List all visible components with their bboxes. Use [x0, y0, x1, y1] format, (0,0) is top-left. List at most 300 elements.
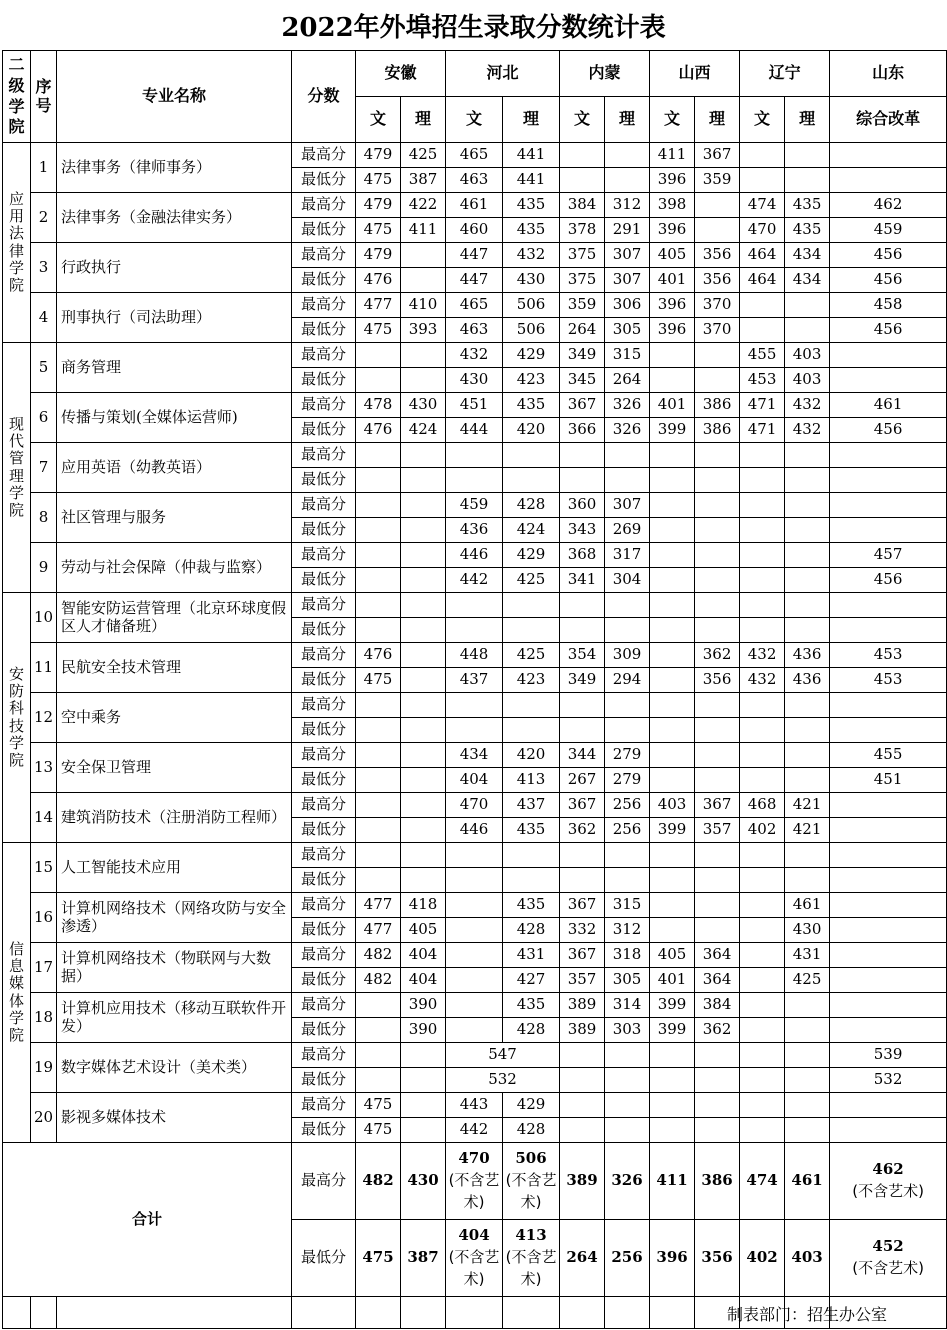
score-cell: 356: [695, 243, 740, 268]
score-cell: 384: [560, 193, 605, 218]
major-name: 安全保卫管理: [57, 743, 292, 793]
score-cell: [785, 1093, 830, 1118]
major-name: 民航安全技术管理: [57, 643, 292, 693]
score-cell: [830, 618, 947, 643]
table-row: [3, 893, 947, 918]
score-cell: 357: [695, 818, 740, 843]
score-cell: [650, 718, 695, 743]
major-name: 应用英语（幼教英语）: [57, 443, 292, 493]
score-cell: 405: [650, 243, 695, 268]
blank-cell: [503, 1297, 560, 1329]
score-cell: 349: [560, 668, 605, 693]
score-kind: 最高分: [292, 993, 356, 1018]
score-kind: 最低分: [292, 568, 356, 593]
table-row: [3, 743, 947, 768]
major-name: 人工智能技术应用: [57, 843, 292, 893]
score-cell: [830, 718, 947, 743]
score-cell: [830, 468, 947, 493]
total-score-cell: [830, 1220, 947, 1297]
score-cell: 387: [401, 168, 446, 193]
score-cell: 370: [695, 293, 740, 318]
score-cell: [740, 1043, 785, 1068]
score-cell: [695, 1068, 740, 1093]
score-cell: 399: [650, 993, 695, 1018]
score-cell: 312: [605, 918, 650, 943]
score-cell: [650, 468, 695, 493]
score-cell: [830, 818, 947, 843]
total-score-value: 326: [611, 1171, 643, 1190]
header-subject: 综合改革: [830, 97, 947, 143]
score-cell: 386: [695, 418, 740, 443]
score-cell: 402: [740, 818, 785, 843]
total-score-cell: [740, 1220, 785, 1297]
score-kind: 最低分: [292, 618, 356, 643]
score-cell: 291: [605, 218, 650, 243]
score-cell: [605, 443, 650, 468]
score-cell: [695, 768, 740, 793]
score-cell: 435: [503, 893, 560, 918]
score-kind: 最高分: [292, 743, 356, 768]
score-cell: 423: [503, 368, 560, 393]
score-cell: [401, 543, 446, 568]
score-cell: [356, 1018, 401, 1043]
score-cell: [356, 618, 401, 643]
score-kind: 最低分: [292, 168, 356, 193]
score-cell: [560, 1043, 605, 1068]
score-cell: [785, 493, 830, 518]
score-cell: 434: [446, 743, 503, 768]
score-cell: 482: [356, 968, 401, 993]
score-kind: 最低分: [292, 468, 356, 493]
score-cell: [605, 843, 650, 868]
score-kind: 最低分: [292, 268, 356, 293]
total-score-value: 403: [791, 1248, 823, 1267]
score-cell: [356, 343, 401, 368]
total-score-value: 396: [656, 1248, 688, 1267]
header-province: 山东: [830, 51, 947, 97]
score-cell: [560, 1118, 605, 1143]
score-cell: [650, 868, 695, 893]
score-cell: 453: [830, 668, 947, 693]
score-kind: 最高分: [292, 593, 356, 618]
score-cell: 465: [446, 293, 503, 318]
major-seq: 19: [31, 1043, 57, 1093]
score-kind: 最高分: [292, 843, 356, 868]
total-score-cell: [785, 1220, 830, 1297]
score-cell: 437: [446, 668, 503, 693]
score-kind: 最高分: [292, 393, 356, 418]
college-name: 信息媒体学院: [3, 843, 31, 1143]
score-cell: 482: [356, 943, 401, 968]
score-cell: 424: [503, 518, 560, 543]
score-cell: 359: [695, 168, 740, 193]
score-cell: 421: [785, 818, 830, 843]
score-cell: 343: [560, 518, 605, 543]
total-score-cell: [401, 1143, 446, 1220]
score-cell: [503, 593, 560, 618]
score-cell: 367: [560, 393, 605, 418]
score-cell: 474: [740, 193, 785, 218]
score-cell: [740, 768, 785, 793]
score-cell: 267: [560, 768, 605, 793]
score-kind: 最低分: [292, 518, 356, 543]
score-cell: [356, 868, 401, 893]
score-cell: 430: [503, 268, 560, 293]
score-cell: 442: [446, 1118, 503, 1143]
score-cell: 375: [560, 268, 605, 293]
score-cell: [650, 1043, 695, 1068]
score-cell: 479: [356, 193, 401, 218]
score-cell: 425: [503, 643, 560, 668]
score-cell: 360: [560, 493, 605, 518]
score-cell: 420: [503, 743, 560, 768]
score-cell: 315: [605, 893, 650, 918]
score-cell: 451: [446, 393, 503, 418]
score-cell: 309: [605, 643, 650, 668]
total-score-value: 402: [746, 1248, 778, 1267]
major-name: 传播与策划(全媒体运营师): [57, 393, 292, 443]
score-cell: [401, 1068, 446, 1093]
score-cell: 389: [560, 1018, 605, 1043]
score-cell: [605, 168, 650, 193]
score-cell: 459: [446, 493, 503, 518]
score-kind: 最高分: [292, 693, 356, 718]
score-cell: 279: [605, 768, 650, 793]
score-kind: 最低分: [292, 868, 356, 893]
major-seq: 12: [31, 693, 57, 743]
score-cell: 413: [503, 768, 560, 793]
score-cell: [740, 468, 785, 493]
score-cell: 264: [605, 368, 650, 393]
header-subject: 文: [356, 97, 401, 143]
header-province: 辽宁: [740, 51, 830, 97]
score-cell: 429: [503, 543, 560, 568]
score-cell: 463: [446, 318, 503, 343]
score-cell: [560, 843, 605, 868]
score-cell: 389: [560, 993, 605, 1018]
score-kind: 最低分: [292, 918, 356, 943]
major-name: 建筑消防技术（注册消防工程师）: [57, 793, 292, 843]
score-cell: [356, 368, 401, 393]
total-score-cell: [560, 1143, 605, 1220]
college-name: 应用法律学院: [3, 143, 31, 343]
header-province: 内蒙: [560, 51, 650, 97]
score-cell: [830, 918, 947, 943]
total-score-cell: [560, 1220, 605, 1297]
score-cell: 428: [503, 918, 560, 943]
score-cell: [356, 543, 401, 568]
score-cell: [830, 443, 947, 468]
score-cell: 464: [740, 268, 785, 293]
score-cell: [401, 818, 446, 843]
score-cell: 478: [356, 393, 401, 418]
score-cell: [830, 693, 947, 718]
header-subject: 文: [560, 97, 605, 143]
score-cell: [401, 843, 446, 868]
total-score-value: 389: [566, 1171, 598, 1190]
total-score-value: 264: [566, 1248, 598, 1267]
score-cell: [446, 893, 503, 918]
total-score-cell: [446, 1220, 503, 1297]
score-cell: 464: [740, 243, 785, 268]
major-seq: 7: [31, 443, 57, 493]
score-cell: 303: [605, 1018, 650, 1043]
score-cell: 399: [650, 818, 695, 843]
score-cell: [356, 843, 401, 868]
score-cell: 362: [695, 643, 740, 668]
score-cell: [740, 443, 785, 468]
score-kind: 最高分: [292, 943, 356, 968]
score-cell: [401, 768, 446, 793]
score-cell: 475: [356, 218, 401, 243]
score-cell: [785, 618, 830, 643]
score-cell: [785, 693, 830, 718]
total-score-value: 482: [362, 1171, 394, 1190]
table-row: [3, 393, 947, 418]
score-cell: [830, 518, 947, 543]
major-name: 计算机网络技术（网络攻防与安全渗透）: [57, 893, 292, 943]
score-cell: [695, 1118, 740, 1143]
score-cell: [356, 993, 401, 1018]
score-cell: 468: [740, 793, 785, 818]
major-name: 社区管理与服务: [57, 493, 292, 543]
total-score-value: 452: [872, 1237, 904, 1256]
major-seq: 6: [31, 393, 57, 443]
score-cell: [605, 618, 650, 643]
header-subject: 理: [695, 97, 740, 143]
total-score-value: 474: [746, 1171, 778, 1190]
score-cell: 367: [560, 893, 605, 918]
score-cell: [560, 718, 605, 743]
score-cell: 432: [503, 243, 560, 268]
score-cell: 459: [830, 218, 947, 243]
table-row: [3, 193, 947, 218]
score-cell: [695, 618, 740, 643]
score-cell: 506: [503, 318, 560, 343]
score-cell: [446, 843, 503, 868]
score-cell: 442: [446, 568, 503, 593]
score-cell: 428: [503, 493, 560, 518]
score-cell: 422: [401, 193, 446, 218]
score-cell: [695, 343, 740, 368]
score-cell: [695, 843, 740, 868]
score-cell: [401, 868, 446, 893]
table-row: [3, 1093, 947, 1118]
score-cell: 349: [560, 343, 605, 368]
score-cell: 356: [695, 268, 740, 293]
score-cell: [650, 443, 695, 468]
score-cell: [695, 543, 740, 568]
score-cell: [830, 143, 947, 168]
score-cell: [401, 593, 446, 618]
score-cell: [356, 443, 401, 468]
score-cell: 479: [356, 143, 401, 168]
header-score: 分数: [292, 51, 356, 143]
header-province: 山西: [650, 51, 740, 97]
score-cell: [650, 843, 695, 868]
score-cell: [356, 693, 401, 718]
score-cell: 367: [560, 943, 605, 968]
score-kind: 最低分: [292, 368, 356, 393]
score-cell: [695, 1043, 740, 1068]
score-cell: [740, 1018, 785, 1043]
score-cell: 432: [446, 343, 503, 368]
score-cell: 539: [830, 1043, 947, 1068]
score-cell: [740, 993, 785, 1018]
total-score-cell: [695, 1143, 740, 1220]
score-cell: 476: [356, 268, 401, 293]
major-name: 计算机网络技术（物联网与大数据）: [57, 943, 292, 993]
table-row: [3, 593, 947, 618]
score-cell: [830, 893, 947, 918]
score-cell: 470: [446, 793, 503, 818]
score-cell: [446, 443, 503, 468]
total-label: 合计: [3, 1143, 292, 1297]
score-cell: [503, 443, 560, 468]
score-cell: 269: [605, 518, 650, 543]
score-kind: 最低分: [292, 1018, 356, 1043]
score-cell: 401: [650, 268, 695, 293]
score-cell: 279: [605, 743, 650, 768]
score-cell: [740, 843, 785, 868]
score-cell: 475: [356, 1118, 401, 1143]
score-cell: 386: [695, 393, 740, 418]
score-cell: [740, 1118, 785, 1143]
score-cell: 435: [503, 218, 560, 243]
score-cell: [830, 493, 947, 518]
score-cell: 436: [785, 643, 830, 668]
score-cell: [695, 493, 740, 518]
score-cell: 399: [650, 1018, 695, 1043]
total-score-cell: [356, 1220, 401, 1297]
score-cell: [650, 518, 695, 543]
header-row-province: [3, 51, 947, 97]
blank-cell: [650, 1297, 695, 1329]
score-cell: [560, 1068, 605, 1093]
score-cell: [785, 568, 830, 593]
score-cell: 506: [503, 293, 560, 318]
major-seq: 15: [31, 843, 57, 893]
score-cell: [695, 518, 740, 543]
major-name: 法律事务（律师事务）: [57, 143, 292, 193]
score-cell: [695, 193, 740, 218]
major-seq: 11: [31, 643, 57, 693]
score-cell: [401, 518, 446, 543]
score-cell: [560, 618, 605, 643]
score-cell: [401, 443, 446, 468]
total-score-cell: [605, 1220, 650, 1297]
score-cell: 341: [560, 568, 605, 593]
score-cell: [785, 443, 830, 468]
score-cell: 396: [650, 318, 695, 343]
total-note: (不含艺术): [852, 1259, 924, 1277]
blank-cell: [292, 1297, 356, 1329]
major-seq: 10: [31, 593, 57, 643]
score-cell: [446, 718, 503, 743]
score-cell: [830, 968, 947, 993]
score-cell: [830, 1118, 947, 1143]
score-cell: 256: [605, 818, 650, 843]
score-cell: 427: [503, 968, 560, 993]
score-cell: [605, 1068, 650, 1093]
total-score-value: 411: [656, 1171, 688, 1190]
score-cell: [401, 243, 446, 268]
score-cell: [830, 943, 947, 968]
total-score-value: 470: [458, 1149, 490, 1168]
score-cell: [503, 718, 560, 743]
score-cell: 364: [695, 943, 740, 968]
score-cell: 305: [605, 968, 650, 993]
score-cell: 432: [785, 393, 830, 418]
score-cell: [740, 168, 785, 193]
score-cell: [605, 593, 650, 618]
total-score-cell: [695, 1220, 740, 1297]
score-cell: 362: [560, 818, 605, 843]
score-cell: [740, 518, 785, 543]
score-cell: 370: [695, 318, 740, 343]
score-cell: 477: [356, 893, 401, 918]
score-cell: [401, 568, 446, 593]
score-cell: [695, 593, 740, 618]
header-major: 专业名称: [57, 51, 292, 143]
score-cell: 312: [605, 193, 650, 218]
total-score-value: 462: [872, 1160, 904, 1179]
score-cell: 411: [401, 218, 446, 243]
score-kind: 最高分: [292, 293, 356, 318]
score-cell: [446, 868, 503, 893]
score-cell: [401, 643, 446, 668]
total-score-value: 386: [701, 1171, 733, 1190]
score-cell: [785, 993, 830, 1018]
score-cell: 432: [785, 418, 830, 443]
score-cell: [695, 693, 740, 718]
score-cell: 398: [650, 193, 695, 218]
major-seq: 4: [31, 293, 57, 343]
score-cell: [740, 1093, 785, 1118]
score-cell: [446, 468, 503, 493]
score-cell: [605, 1118, 650, 1143]
score-cell: 532: [830, 1068, 947, 1093]
score-cell: 410: [401, 293, 446, 318]
score-cell: 435: [503, 993, 560, 1018]
score-cell: [695, 893, 740, 918]
table-row: [3, 643, 947, 668]
score-cell: 396: [650, 168, 695, 193]
score-cell: 396: [650, 218, 695, 243]
score-cell: [401, 618, 446, 643]
total-score-value: 506: [515, 1149, 547, 1168]
score-cell: [650, 768, 695, 793]
score-cell: [560, 443, 605, 468]
score-cell: 436: [785, 668, 830, 693]
score-cell: [401, 1043, 446, 1068]
score-cell: [830, 868, 947, 893]
table-row: [3, 493, 947, 518]
score-cell: 456: [830, 418, 947, 443]
score-cell: 384: [695, 993, 740, 1018]
score-kind: 最高分: [292, 243, 356, 268]
score-cell: [650, 1118, 695, 1143]
score-cell: [401, 693, 446, 718]
score-cell: [830, 368, 947, 393]
score-kind: 最高分: [292, 1143, 356, 1220]
score-cell: 404: [401, 968, 446, 993]
score-cell: [401, 743, 446, 768]
score-cell: [785, 718, 830, 743]
score-kind: 最低分: [292, 818, 356, 843]
total-score-value: 461: [791, 1171, 823, 1190]
score-kind: 最高分: [292, 543, 356, 568]
